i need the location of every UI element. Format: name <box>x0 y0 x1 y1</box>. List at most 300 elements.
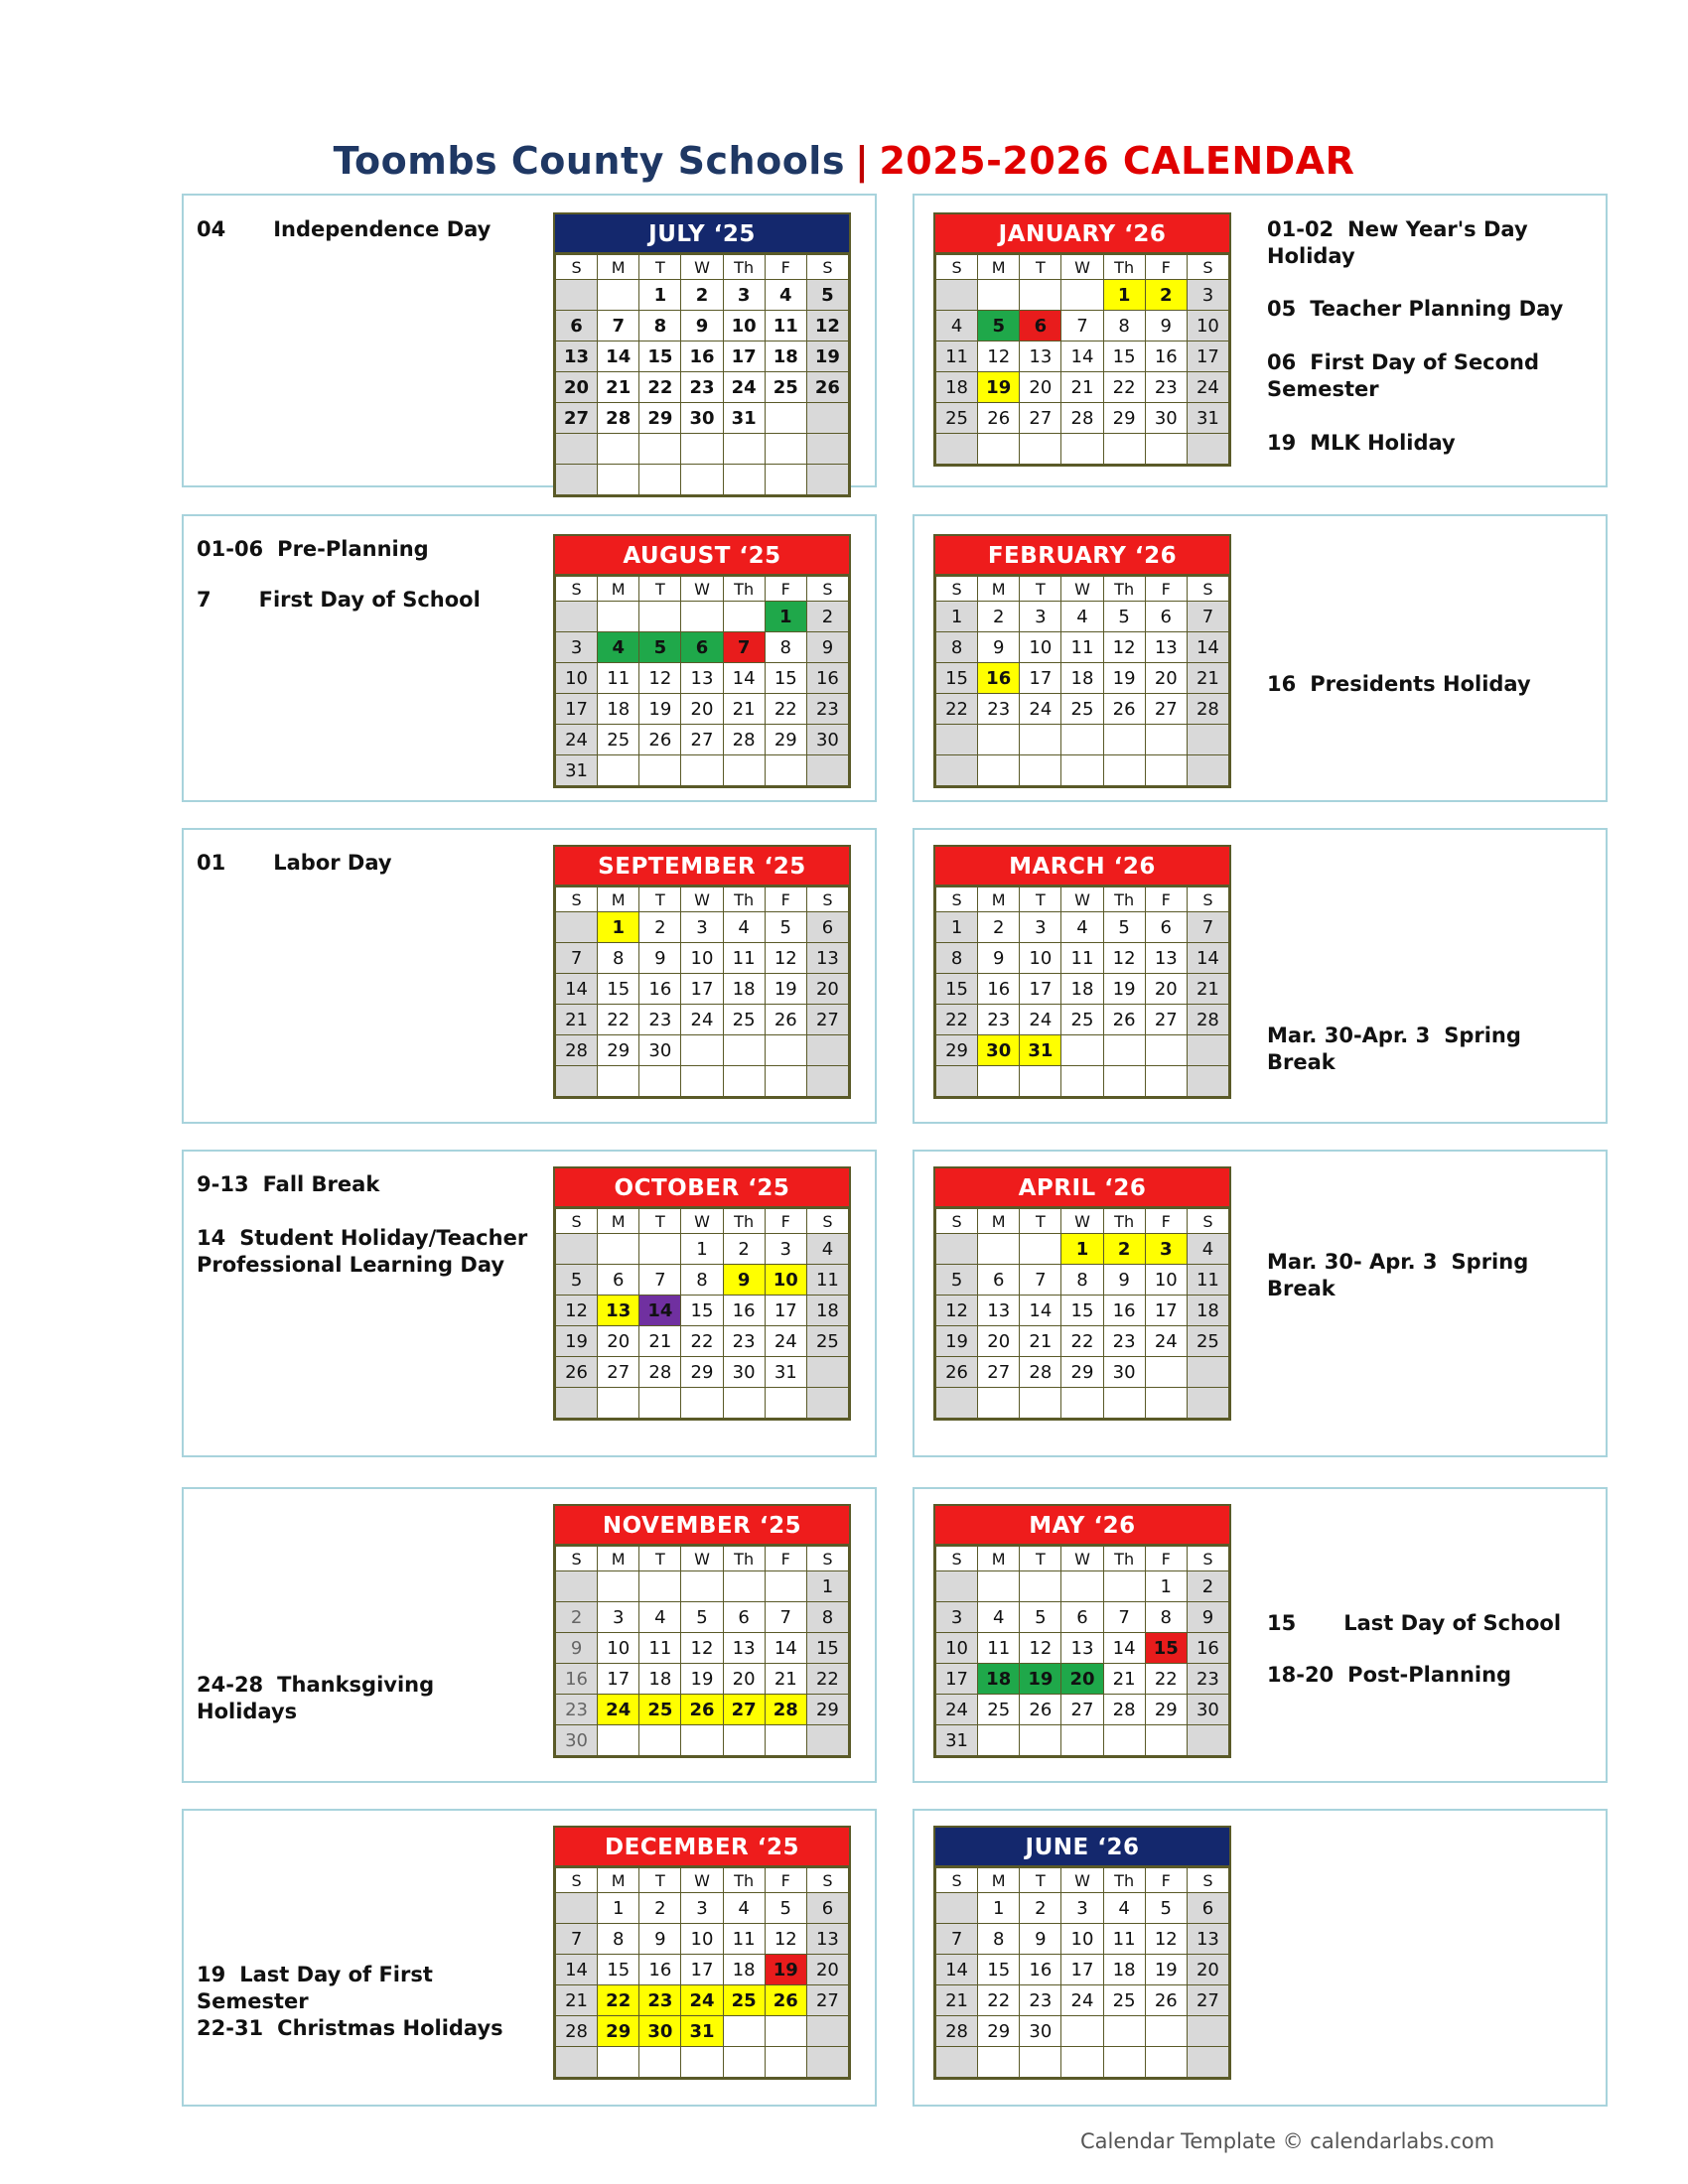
weekday-header: S <box>806 1547 848 1571</box>
day-cell: 3 <box>765 1234 806 1265</box>
day-cell: 8 <box>936 943 978 974</box>
day-cell: 6 <box>1145 912 1187 943</box>
empty-cell <box>1145 1388 1187 1419</box>
empty-cell <box>1020 280 1061 311</box>
empty-cell <box>1020 755 1061 786</box>
day-cell: 29 <box>1145 1695 1187 1725</box>
day-cell: 22 <box>598 1005 639 1035</box>
day-cell: 15 <box>1061 1296 1103 1326</box>
day-cell: 25 <box>978 1695 1020 1725</box>
day-cell: 1 <box>978 1893 1020 1924</box>
empty-cell <box>639 602 681 632</box>
weekday-header: M <box>598 1209 639 1234</box>
day-cell: 6 <box>978 1265 1020 1296</box>
day-cell: 6 <box>1020 311 1061 341</box>
day-cell: 5 <box>1103 912 1145 943</box>
day-cell: 19 <box>765 974 806 1005</box>
empty-cell <box>556 602 598 632</box>
note-text: Presidents Holiday <box>1310 672 1531 696</box>
week-row <box>936 1388 1229 1419</box>
empty-cell <box>598 2047 639 2078</box>
day-cell: 14 <box>556 1955 598 1985</box>
day-cell: 6 <box>806 912 848 943</box>
day-cell: 10 <box>1187 311 1228 341</box>
note-text: Spring Break <box>1267 1250 1529 1300</box>
note-date: 9-13 <box>197 1172 249 1196</box>
day-cell: 15 <box>639 341 681 372</box>
empty-cell <box>681 434 723 465</box>
empty-cell <box>1103 1066 1145 1097</box>
day-cell: 17 <box>1061 1955 1103 1985</box>
note-text: Labor Day <box>273 851 392 875</box>
weekday-header: M <box>978 1209 1020 1234</box>
day-cell: 2 <box>978 912 1020 943</box>
weekday-header: T <box>639 1547 681 1571</box>
empty-cell <box>806 755 848 786</box>
day-cell: 24 <box>1145 1326 1187 1357</box>
day-cell: 25 <box>806 1326 848 1357</box>
week-row <box>556 2016 849 2047</box>
day-cell: 1 <box>1061 1234 1103 1265</box>
empty-cell <box>639 2047 681 2078</box>
day-cell: 19 <box>1145 1955 1187 1985</box>
note-item <box>1267 1023 1595 1076</box>
empty-cell <box>639 465 681 495</box>
day-cell: 21 <box>1061 372 1103 403</box>
week-row <box>556 1005 849 1035</box>
day-cell: 6 <box>556 311 598 341</box>
day-cell: 2 <box>978 602 1020 632</box>
day-cell: 11 <box>723 1924 765 1955</box>
day-cell: 6 <box>1145 602 1187 632</box>
weekday-header: S <box>556 1209 598 1234</box>
day-cell: 8 <box>1145 1602 1187 1633</box>
day-cell: 8 <box>598 1924 639 1955</box>
weekday-header: S <box>806 1868 848 1893</box>
day-cell: 23 <box>723 1326 765 1357</box>
day-cell: 16 <box>639 1955 681 1985</box>
day-cell: 11 <box>1187 1265 1228 1296</box>
week-row <box>936 403 1229 434</box>
day-cell: 17 <box>598 1664 639 1695</box>
day-cell: 4 <box>936 311 978 341</box>
weekday-header: Th <box>1103 577 1145 602</box>
day-cell: 8 <box>978 1924 1020 1955</box>
note-date: 01 <box>197 851 226 875</box>
day-cell: 22 <box>936 1005 978 1035</box>
day-cell: 30 <box>1020 2016 1061 2047</box>
day-cell: 4 <box>1187 1234 1228 1265</box>
day-cell: 14 <box>1187 632 1228 663</box>
day-cell: 28 <box>1187 694 1228 725</box>
day-cell: 18 <box>1061 663 1103 694</box>
empty-cell <box>1061 280 1103 311</box>
empty-cell <box>556 1066 598 1097</box>
calendar-july <box>553 212 851 497</box>
day-cell: 24 <box>681 1005 723 1035</box>
empty-cell <box>639 1234 681 1265</box>
day-cell: 12 <box>978 341 1020 372</box>
note-date: 01-02 <box>1267 217 1335 241</box>
calendar-year: 2025-2026 CALENDAR <box>879 139 1355 183</box>
day-cell: 13 <box>681 663 723 694</box>
week-row <box>936 755 1229 786</box>
day-cell: 1 <box>1145 1571 1187 1602</box>
day-cell: 30 <box>1103 1357 1145 1388</box>
weekday-header: M <box>978 1547 1020 1571</box>
day-cell: 16 <box>1145 341 1187 372</box>
note-date: Mar. 30-Apr. 3 <box>1267 1024 1431 1047</box>
week-row <box>936 1695 1229 1725</box>
weekday-header: W <box>1061 887 1103 912</box>
weekday-header: Th <box>1103 1868 1145 1893</box>
note-item <box>1267 296 1585 323</box>
week-row <box>936 943 1229 974</box>
week-row <box>556 434 849 465</box>
empty-cell <box>681 1035 723 1066</box>
day-cell: 27 <box>1187 1985 1228 2016</box>
empty-cell <box>1145 755 1187 786</box>
month-title: AUGUST ‘25 <box>555 536 849 576</box>
note-date: 15 <box>1267 1611 1297 1635</box>
empty-cell <box>639 1388 681 1419</box>
week-row <box>936 1602 1229 1633</box>
empty-cell <box>681 1571 723 1602</box>
empty-cell <box>765 1035 806 1066</box>
day-cell: 22 <box>765 694 806 725</box>
empty-cell <box>598 602 639 632</box>
empty-cell <box>1020 1725 1061 1756</box>
day-cell: 11 <box>936 341 978 372</box>
day-cell: 25 <box>723 1985 765 2016</box>
day-cell: 10 <box>765 1265 806 1296</box>
day-cell: 12 <box>1103 632 1145 663</box>
note-date: 19 <box>197 1963 226 1986</box>
week-row <box>556 694 849 725</box>
day-cell: 23 <box>1020 1985 1061 2016</box>
day-cell: 14 <box>765 1633 806 1664</box>
empty-cell <box>806 1388 848 1419</box>
day-cell: 3 <box>723 280 765 311</box>
week-row <box>556 2047 849 2078</box>
day-cell: 21 <box>1187 974 1228 1005</box>
day-cell: 17 <box>1145 1296 1187 1326</box>
empty-cell <box>1187 1388 1228 1419</box>
empty-cell <box>936 1893 978 1924</box>
week-row <box>556 1296 849 1326</box>
day-cell: 9 <box>639 943 681 974</box>
week-row <box>936 1893 1229 1924</box>
day-cell: 11 <box>639 1633 681 1664</box>
day-cell: 7 <box>936 1924 978 1955</box>
weekday-header: M <box>978 255 1020 280</box>
day-cell: 13 <box>806 943 848 974</box>
day-cell: 24 <box>556 725 598 755</box>
note-date: 01-06 <box>197 537 264 561</box>
day-cell: 10 <box>1061 1924 1103 1955</box>
empty-cell <box>598 1725 639 1756</box>
day-cell: 30 <box>978 1035 1020 1066</box>
weekday-header: F <box>1145 887 1187 912</box>
day-cell: 1 <box>1103 280 1145 311</box>
week-row <box>556 1985 849 2016</box>
empty-cell <box>723 465 765 495</box>
week-row <box>556 632 849 663</box>
weekday-header: T <box>1020 1209 1061 1234</box>
week-row <box>936 1633 1229 1664</box>
week-row <box>936 311 1229 341</box>
day-cell: 18 <box>598 694 639 725</box>
day-cell: 2 <box>1145 280 1187 311</box>
day-cell: 19 <box>978 372 1020 403</box>
weekday-header: Th <box>1103 887 1145 912</box>
week-row <box>936 912 1229 943</box>
empty-cell <box>1187 1725 1228 1756</box>
week-row <box>556 1924 849 1955</box>
weekday-header: Th <box>723 1209 765 1234</box>
footer-credit: Calendar Template © calendarlabs.com <box>1080 2129 1495 2153</box>
week-row <box>936 280 1229 311</box>
day-cell: 12 <box>765 943 806 974</box>
day-cell: 28 <box>598 403 639 434</box>
week-row <box>556 403 849 434</box>
day-cell: 23 <box>978 1005 1020 1035</box>
day-cell: 16 <box>1187 1633 1228 1664</box>
empty-cell <box>1145 1357 1187 1388</box>
empty-cell <box>1103 2047 1145 2078</box>
day-cell: 6 <box>723 1602 765 1633</box>
weekday-header: T <box>639 255 681 280</box>
month-title: JUNE ‘26 <box>935 1828 1229 1867</box>
page-title <box>0 139 1688 183</box>
weekday-header: F <box>1145 255 1187 280</box>
day-cell: 3 <box>1020 912 1061 943</box>
calendar-august <box>553 534 851 788</box>
empty-cell <box>978 434 1020 465</box>
note-date: 14 <box>197 1226 226 1250</box>
weekday-header: S <box>936 255 978 280</box>
empty-cell <box>1103 1725 1145 1756</box>
day-cell: 25 <box>936 403 978 434</box>
empty-cell <box>936 1234 978 1265</box>
empty-cell <box>1187 434 1228 465</box>
empty-cell <box>723 1066 765 1097</box>
day-cell: 31 <box>681 2016 723 2047</box>
month-title: MARCH ‘26 <box>935 847 1229 887</box>
day-cell: 5 <box>1020 1602 1061 1633</box>
day-cell: 31 <box>1187 403 1228 434</box>
month-title: MAY ‘26 <box>935 1506 1229 1546</box>
weekday-header: W <box>681 1868 723 1893</box>
empty-cell <box>598 434 639 465</box>
empty-cell <box>1187 1066 1228 1097</box>
note-item <box>197 1171 524 1198</box>
day-cell: 17 <box>556 694 598 725</box>
day-cell: 4 <box>639 1602 681 1633</box>
week-row <box>556 1571 849 1602</box>
day-cell: 8 <box>1061 1265 1103 1296</box>
month-title: DECEMBER ‘25 <box>555 1828 849 1867</box>
day-cell: 1 <box>681 1234 723 1265</box>
week-row <box>936 1005 1229 1035</box>
day-cell: 5 <box>1145 1893 1187 1924</box>
school-name: Toombs County Schools <box>333 139 845 183</box>
empty-cell <box>936 755 978 786</box>
day-cell: 21 <box>1103 1664 1145 1695</box>
day-cell: 3 <box>1020 602 1061 632</box>
day-cell: 25 <box>1187 1326 1228 1357</box>
note-item <box>1267 216 1585 270</box>
empty-cell <box>1061 755 1103 786</box>
empty-cell <box>765 2016 806 2047</box>
day-cell: 2 <box>556 1602 598 1633</box>
day-cell: 27 <box>1145 694 1187 725</box>
note-item <box>1267 430 1585 457</box>
day-cell: 17 <box>681 974 723 1005</box>
empty-cell <box>681 1725 723 1756</box>
empty-cell <box>723 1725 765 1756</box>
weekday-header: S <box>936 1209 978 1234</box>
day-cell: 26 <box>639 725 681 755</box>
day-cell: 22 <box>639 372 681 403</box>
day-cell: 29 <box>765 725 806 755</box>
empty-cell <box>806 1357 848 1388</box>
day-cell: 18 <box>978 1664 1020 1695</box>
day-cell: 13 <box>806 1924 848 1955</box>
day-cell: 21 <box>723 694 765 725</box>
empty-cell <box>1061 1571 1103 1602</box>
note-item <box>197 536 524 563</box>
day-cell: 18 <box>723 1955 765 1985</box>
empty-cell <box>681 2047 723 2078</box>
week-row <box>556 1955 849 1985</box>
empty-cell <box>765 1066 806 1097</box>
empty-cell <box>681 465 723 495</box>
day-cell: 30 <box>639 2016 681 2047</box>
empty-cell <box>1103 755 1145 786</box>
weekday-header: Th <box>1103 1547 1145 1571</box>
weekday-header: S <box>936 887 978 912</box>
empty-cell <box>723 2016 765 2047</box>
day-cell: 12 <box>1145 1924 1187 1955</box>
day-cell: 13 <box>1187 1924 1228 1955</box>
note-text: Christmas Holidays <box>277 2016 503 2040</box>
week-row <box>556 602 849 632</box>
note-item <box>197 587 524 614</box>
day-cell: 4 <box>723 912 765 943</box>
day-cell: 17 <box>723 341 765 372</box>
week-row <box>936 1265 1229 1296</box>
day-cell: 26 <box>978 403 1020 434</box>
title-separator: | <box>854 139 870 183</box>
day-cell: 19 <box>1103 663 1145 694</box>
empty-cell <box>1020 1571 1061 1602</box>
day-cell: 5 <box>681 1602 723 1633</box>
day-cell: 14 <box>1061 341 1103 372</box>
weekday-header: S <box>936 1868 978 1893</box>
day-cell: 27 <box>1061 1695 1103 1725</box>
week-row <box>936 2016 1229 2047</box>
day-cell: 31 <box>556 755 598 786</box>
day-cell: 6 <box>1187 1893 1228 1924</box>
note-text: Teacher Planning Day <box>1310 297 1564 321</box>
day-cell: 2 <box>681 280 723 311</box>
note-item <box>197 850 524 877</box>
day-cell: 30 <box>723 1357 765 1388</box>
day-cell: 8 <box>765 632 806 663</box>
day-cell: 10 <box>598 1633 639 1664</box>
weekday-header: T <box>639 1209 681 1234</box>
weekday-header: Th <box>723 887 765 912</box>
empty-cell <box>806 465 848 495</box>
week-row <box>556 1388 849 1419</box>
day-cell: 3 <box>681 912 723 943</box>
empty-cell <box>765 1388 806 1419</box>
week-row <box>936 1985 1229 2016</box>
empty-cell <box>806 403 848 434</box>
day-cell: 22 <box>681 1326 723 1357</box>
week-row <box>556 1357 849 1388</box>
empty-cell <box>1145 434 1187 465</box>
empty-cell <box>765 403 806 434</box>
day-cell: 31 <box>1020 1035 1061 1066</box>
empty-cell <box>639 434 681 465</box>
day-cell: 8 <box>1103 311 1145 341</box>
note-text: Thanksgiving Holidays <box>197 1673 435 1723</box>
day-cell: 21 <box>556 1985 598 2016</box>
day-cell: 24 <box>723 372 765 403</box>
day-cell: 30 <box>639 1035 681 1066</box>
day-cell: 11 <box>723 943 765 974</box>
day-cell: 13 <box>556 341 598 372</box>
empty-cell <box>936 280 978 311</box>
weekday-header: T <box>1020 887 1061 912</box>
empty-cell <box>556 1234 598 1265</box>
day-cell: 20 <box>598 1326 639 1357</box>
week-row <box>556 912 849 943</box>
week-row <box>556 1602 849 1633</box>
day-cell: 30 <box>1145 403 1187 434</box>
week-row <box>936 2047 1229 2078</box>
day-cell: 17 <box>765 1296 806 1326</box>
day-cell: 19 <box>681 1664 723 1695</box>
day-cell: 20 <box>1061 1664 1103 1695</box>
empty-cell <box>723 1035 765 1066</box>
day-cell: 30 <box>1187 1695 1228 1725</box>
empty-cell <box>1020 1234 1061 1265</box>
empty-cell <box>1145 1035 1187 1066</box>
day-cell: 22 <box>598 1985 639 2016</box>
note-date: 7 <box>197 588 211 612</box>
day-cell: 8 <box>806 1602 848 1633</box>
weekday-header: T <box>639 887 681 912</box>
month-title: JANUARY ‘26 <box>935 214 1229 254</box>
empty-cell <box>639 1066 681 1097</box>
empty-cell <box>681 602 723 632</box>
day-cell: 7 <box>598 311 639 341</box>
month-title: JULY ‘25 <box>555 214 849 254</box>
day-cell: 14 <box>723 663 765 694</box>
empty-cell <box>1061 1066 1103 1097</box>
day-cell: 3 <box>598 1602 639 1633</box>
empty-cell <box>1020 2047 1061 2078</box>
day-cell: 7 <box>1061 311 1103 341</box>
day-cell: 1 <box>598 912 639 943</box>
day-cell: 15 <box>681 1296 723 1326</box>
day-cell: 29 <box>936 1035 978 1066</box>
day-cell: 16 <box>681 341 723 372</box>
calendar-november <box>553 1504 851 1758</box>
